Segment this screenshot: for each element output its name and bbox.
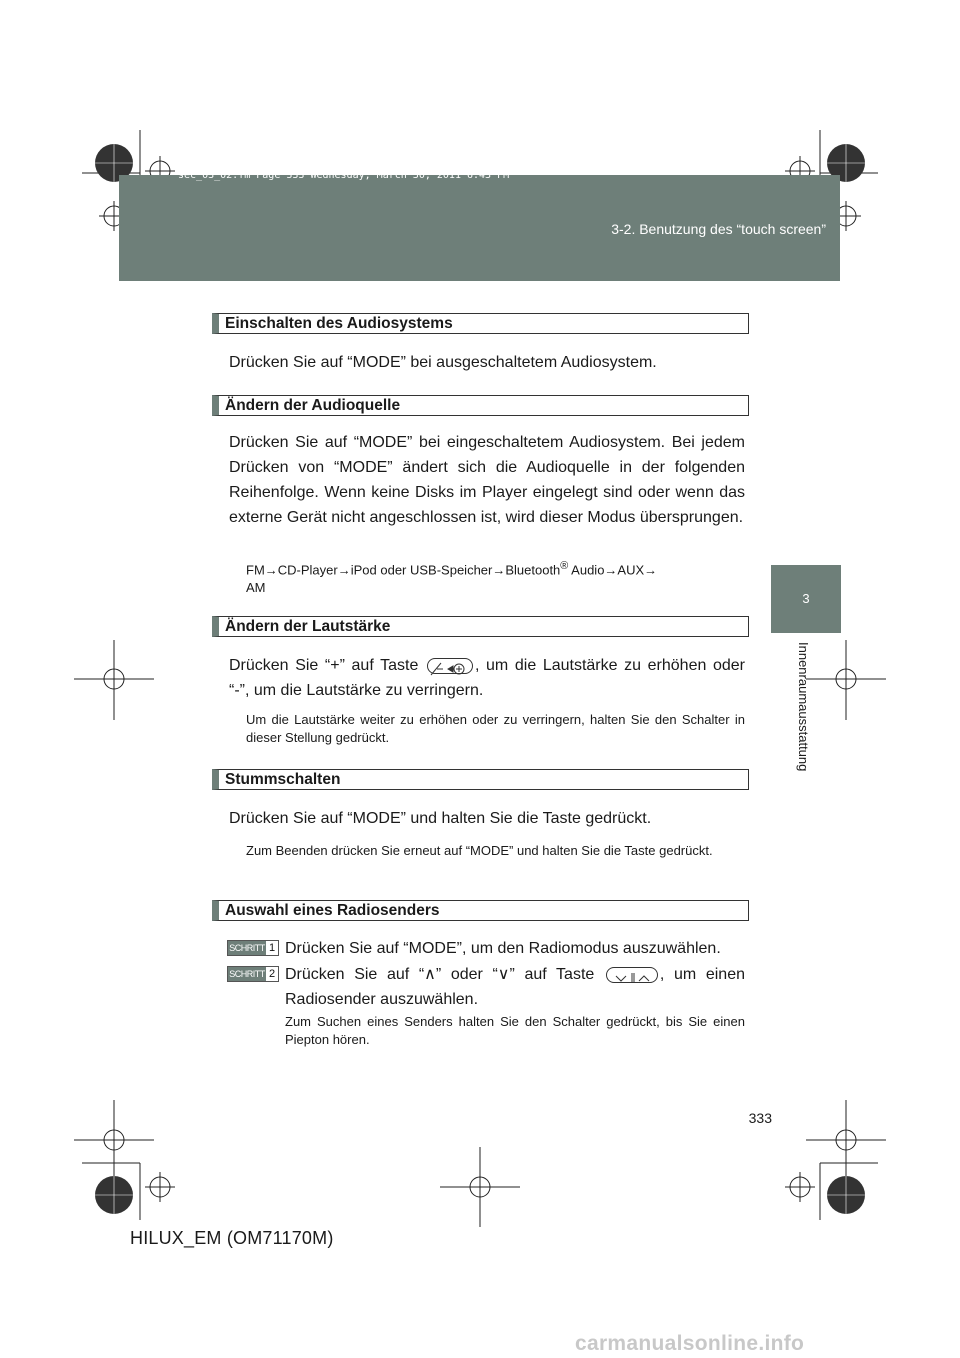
section-text: Drücken Sie auf “MODE” und halten Sie die Taste gedrückt. xyxy=(229,810,652,827)
sequence-part: FM→CD-Player→iPod oder USB-Speicher→Bluetooth xyxy=(246,562,561,578)
section-heading-text: Einschalten des Audiosystems xyxy=(225,315,453,332)
sequence-part: Audio→AUX→ xyxy=(568,562,658,578)
page-header-title: 3-2. Benutzung des “touch screen” xyxy=(611,221,826,237)
footer-model: HILUX_EM (OM71170M) xyxy=(130,1228,334,1248)
step-number: 1 xyxy=(268,942,276,954)
section-note: Um die Lautstärke weiter zu erhöhen oder zu verringern, halten Sie den Schalter in dieser Stellung gedrückt. xyxy=(246,712,745,745)
step-badge-1 xyxy=(227,940,279,956)
file-stamp: sec_03_02.fm Page 333 Wednesday, March 30, 2011 6:43 PM xyxy=(178,170,510,181)
section-heading-text: Auswahl eines Radiosenders xyxy=(225,902,440,919)
watermark: carmanualsonline.info xyxy=(575,1332,805,1355)
section-heading-text: Ändern der Lautstärke xyxy=(225,618,391,635)
section-text xyxy=(229,653,745,703)
seek-switch-icon xyxy=(606,967,658,983)
step-badge-2 xyxy=(227,966,279,982)
text-part: , um die Lautstärke zu erhöhen oder “-”, um die Lautstärke zu verringern. xyxy=(229,657,746,699)
section-heading-mute xyxy=(212,769,749,790)
sequence-part: AM xyxy=(246,580,266,596)
chapter-number: 3 xyxy=(802,591,810,606)
section-heading-text: Ändern der Audioquelle xyxy=(225,397,401,414)
section-heading-text: Stummschalten xyxy=(225,771,341,788)
step-text: Drücken Sie auf “MODE”, um den Radiomodus auszuwählen. xyxy=(285,940,721,957)
chapter-label: Innenraumausstattung xyxy=(796,642,811,772)
source-sequence xyxy=(246,557,745,597)
page-number: 333 xyxy=(748,1110,772,1126)
section-heading-volume xyxy=(212,616,749,637)
text-part: , um einen Radiosender auszuwählen. xyxy=(285,966,745,1008)
section-text: Drücken Sie auf “MODE” bei eingeschaltetem Audiosystem. Bei jedem Drücken von “MODE” ändert sich die Audioquelle in der folgenden Reihenfolge. Wenn keine Disks im Player eingelegt sind oder wenn das externe Gerät nicht angeschlossen ist, wird dieser Modus übersprungen. xyxy=(229,434,745,526)
section-heading-radio xyxy=(212,900,749,921)
section-heading-power xyxy=(212,313,749,334)
section-note: Zum Beenden drücken Sie erneut auf “MODE” und halten Sie die Taste gedrückt. xyxy=(246,843,713,858)
section-text: Drücken Sie auf “MODE” bei ausgeschaltetem Audiosystem. xyxy=(229,354,657,371)
section-note: Zum Suchen eines Senders halten Sie den Schalter gedrückt, bis Sie einen Piepton hören. xyxy=(285,1014,745,1047)
registered-mark: ® xyxy=(560,560,569,572)
chapter-tab xyxy=(771,565,841,633)
step-number: 2 xyxy=(268,968,276,980)
step-text xyxy=(285,962,745,1012)
text-part: Drücken Sie “+” auf Taste xyxy=(229,657,425,674)
section-heading-source xyxy=(212,395,749,416)
text-part: Drücken Sie auf “∧” oder “∨” auf Taste xyxy=(285,966,604,983)
volume-switch-icon xyxy=(427,658,473,674)
step-label: SCHRITT xyxy=(229,943,265,953)
step-label: SCHRITT xyxy=(229,969,265,979)
